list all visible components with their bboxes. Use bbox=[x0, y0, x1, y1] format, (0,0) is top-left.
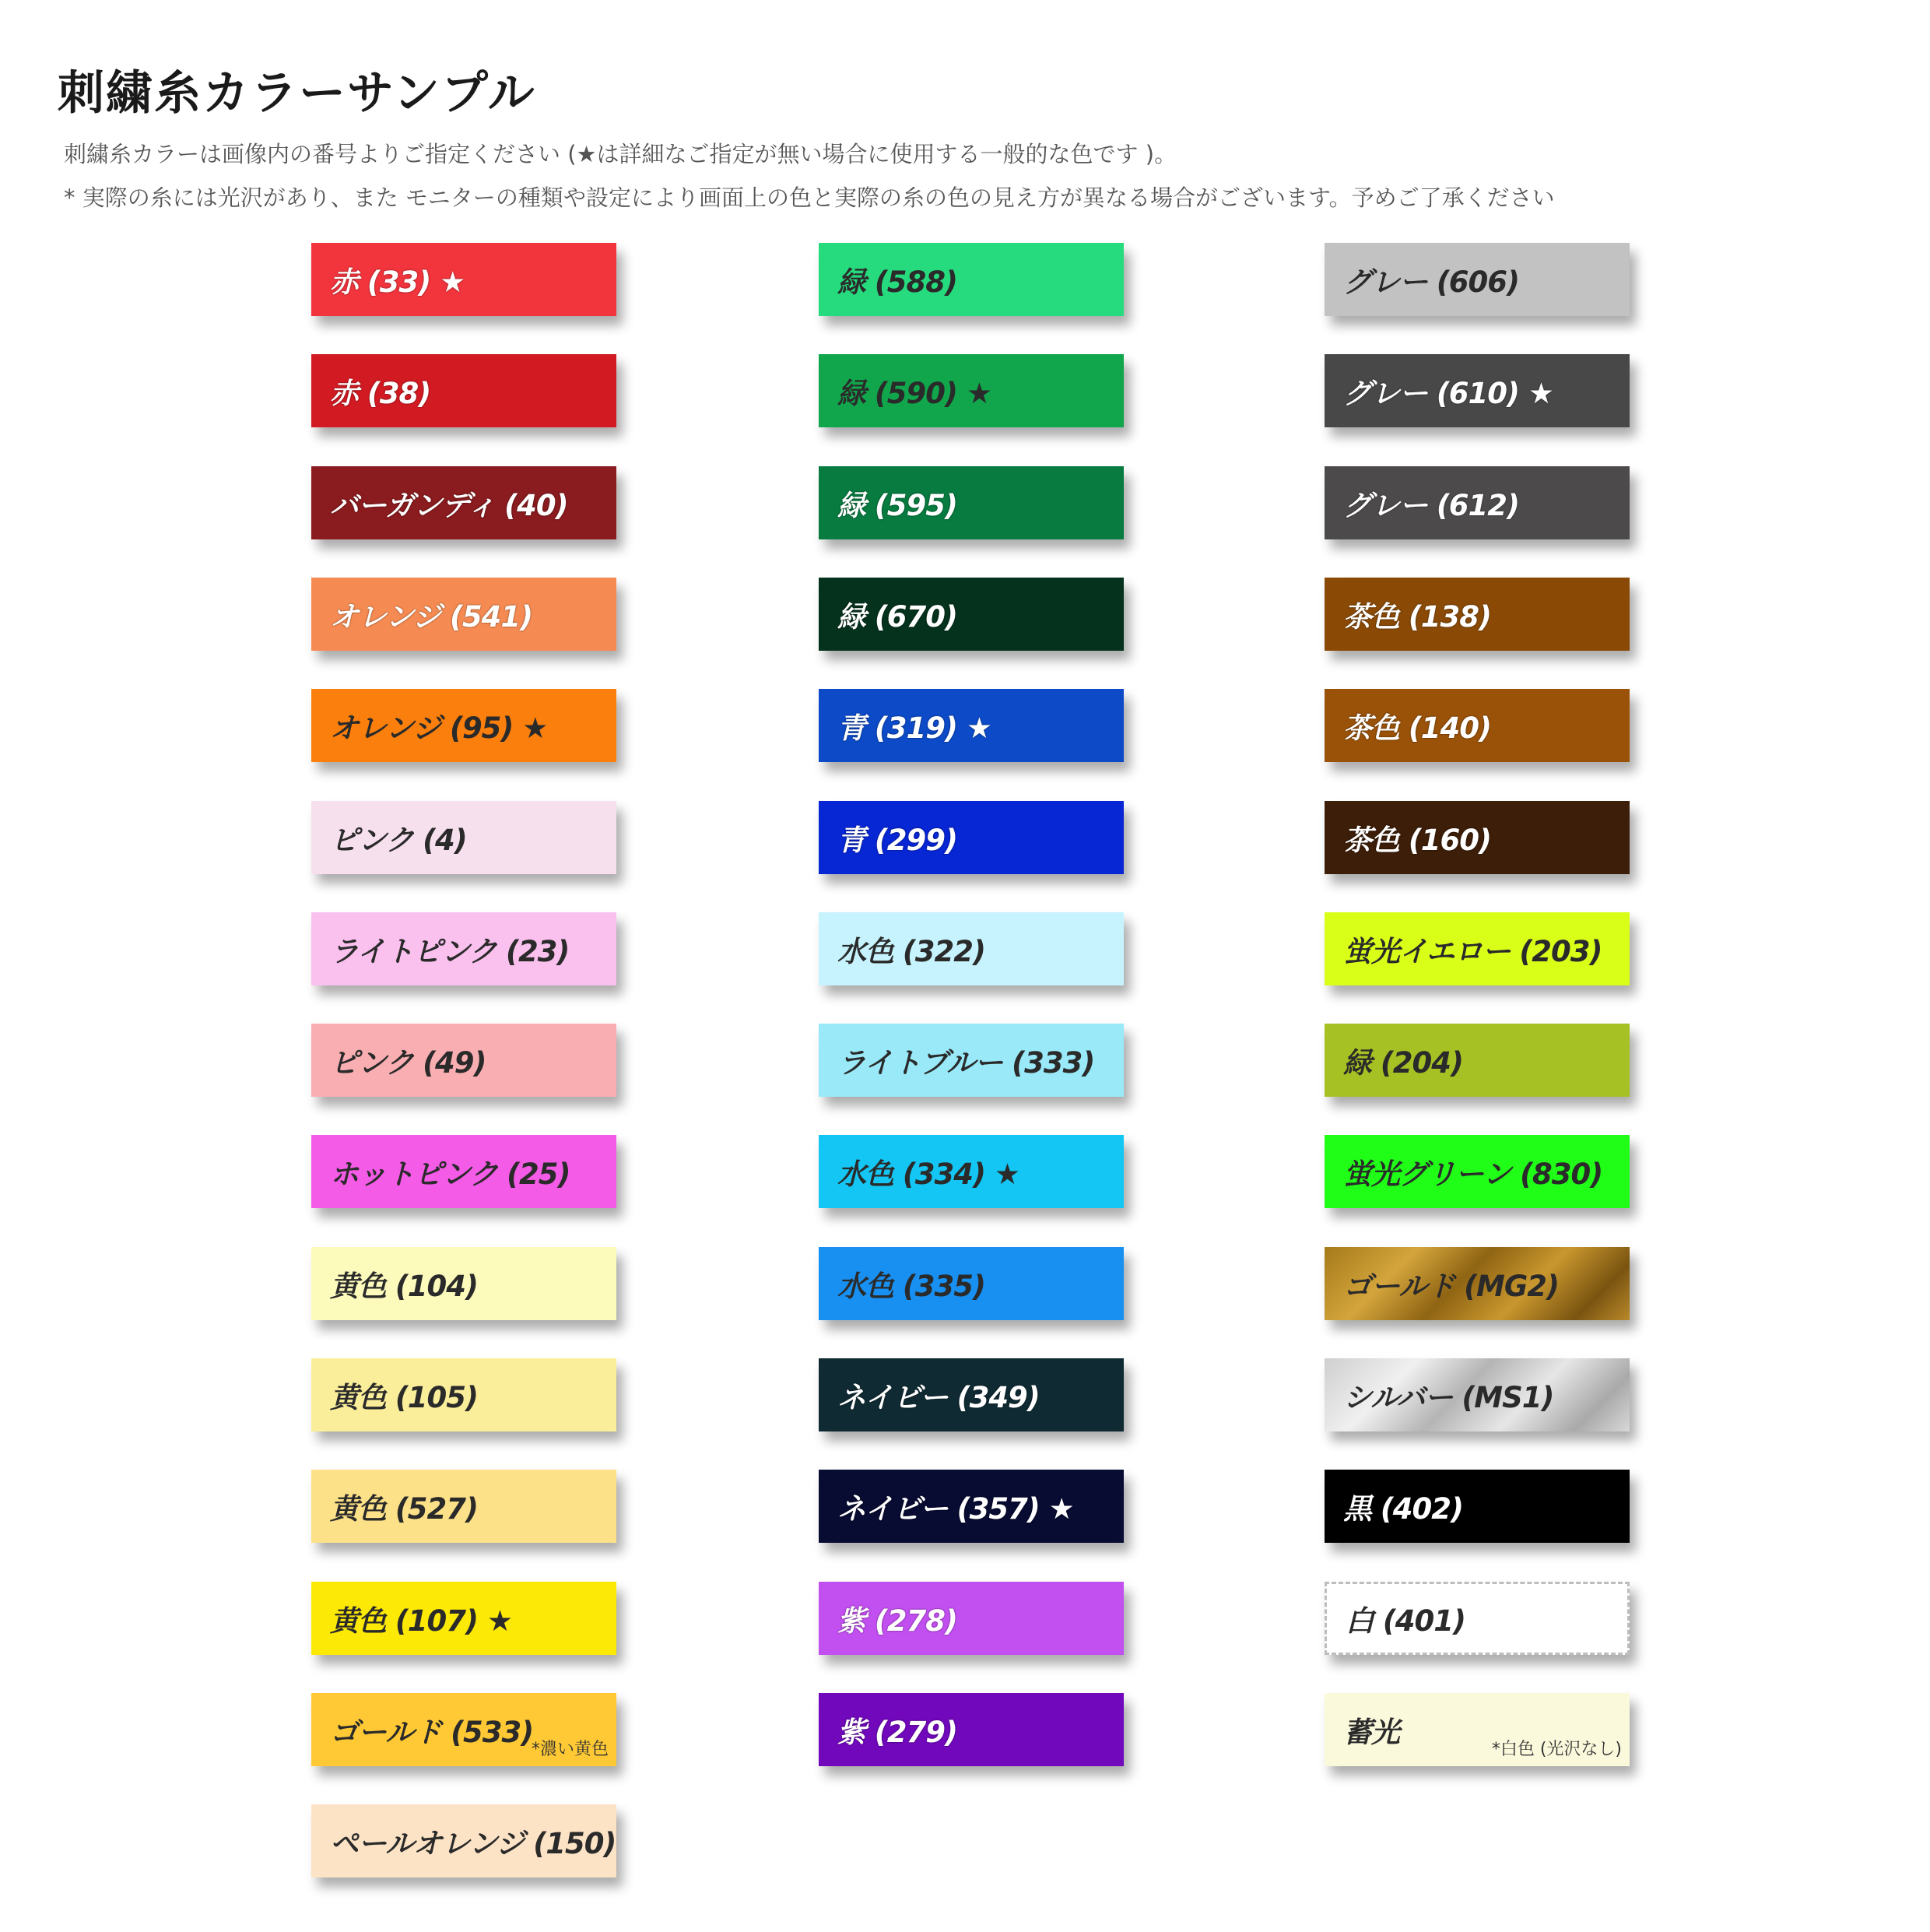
color-swatch bbox=[819, 1358, 1124, 1431]
color-swatch bbox=[1325, 1358, 1630, 1431]
swatch-label: 青 (319) ★ bbox=[837, 711, 991, 745]
swatch-label: 水色 (322) bbox=[837, 935, 985, 968]
swatch-label: 蓄光 bbox=[1343, 1716, 1399, 1749]
color-swatch bbox=[311, 912, 616, 985]
swatch-label: 赤 (38) bbox=[330, 377, 431, 410]
color-swatch bbox=[819, 1470, 1124, 1543]
swatch-label: ライトピンク (23) bbox=[330, 935, 570, 968]
swatch-label: 青 (299) bbox=[837, 824, 957, 857]
color-swatch bbox=[311, 1358, 616, 1431]
color-swatch bbox=[311, 1024, 616, 1097]
color-swatch bbox=[311, 1804, 616, 1878]
swatch-label: 茶色 (140) bbox=[1343, 711, 1491, 745]
color-swatch bbox=[819, 1247, 1124, 1320]
swatch-label: 黒 (402) bbox=[1343, 1492, 1463, 1526]
color-swatch bbox=[819, 912, 1124, 985]
swatch-label: 緑 (595) bbox=[837, 489, 957, 522]
swatch-label: ネイビー (357) ★ bbox=[837, 1492, 1074, 1526]
swatch-label: グレー (606) bbox=[1343, 265, 1519, 299]
swatch-label: 茶色 (138) bbox=[1343, 600, 1491, 634]
swatch-label: オレンジ (541) bbox=[330, 600, 533, 634]
color-swatch bbox=[1325, 801, 1630, 874]
color-swatch bbox=[819, 354, 1124, 427]
color-swatch bbox=[819, 578, 1124, 651]
color-swatch bbox=[311, 1470, 616, 1543]
swatch-label: シルバー (MS1) bbox=[1343, 1381, 1554, 1414]
color-swatch bbox=[1325, 1135, 1630, 1208]
swatch-label: ピンク (49) bbox=[330, 1046, 486, 1080]
color-swatch bbox=[1325, 1024, 1630, 1097]
swatch-label: 緑 (204) bbox=[1343, 1046, 1463, 1080]
swatch-label: ネイビー (349) bbox=[837, 1381, 1040, 1414]
swatch-label: 茶色 (160) bbox=[1343, 824, 1491, 857]
color-swatch bbox=[819, 466, 1124, 539]
swatch-label: ピンク (4) bbox=[330, 824, 467, 857]
color-swatch bbox=[1325, 912, 1630, 985]
color-swatch bbox=[819, 1582, 1124, 1655]
swatch-label: 白 (401) bbox=[1346, 1604, 1465, 1638]
swatch-label: 緑 (588) bbox=[837, 265, 957, 299]
swatch-label: ライトブルー (333) bbox=[837, 1046, 1095, 1080]
swatch-label: 水色 (335) bbox=[837, 1270, 985, 1303]
color-swatch bbox=[1325, 578, 1630, 651]
color-swatch bbox=[819, 243, 1124, 316]
color-swatch bbox=[819, 1135, 1124, 1208]
swatch-label: グレー (612) bbox=[1343, 489, 1519, 522]
swatch-label: ゴールド (533) bbox=[330, 1716, 534, 1749]
swatch-label: 水色 (334) ★ bbox=[837, 1157, 1019, 1191]
swatch-note: *白色 (光沢なし) bbox=[1491, 1740, 1622, 1759]
swatch-label: 緑 (670) bbox=[837, 600, 957, 634]
swatch-label: 黄色 (527) bbox=[330, 1492, 478, 1526]
swatch-label: 蛍光イエロー (203) bbox=[1343, 935, 1602, 968]
page-title: 刺繍糸カラーサンプル bbox=[58, 66, 536, 121]
page-note: * 実際の糸には光沢があり、また モニターの種類や設定により画面上の色と実際の糸の色の見え方が異なる場合がございます。予めご了承ください bbox=[64, 184, 1555, 211]
color-swatch bbox=[819, 1693, 1124, 1766]
color-swatch bbox=[1325, 689, 1630, 762]
color-swatch bbox=[1325, 354, 1630, 427]
swatch-label: 黄色 (105) bbox=[330, 1381, 478, 1414]
color-swatch bbox=[819, 801, 1124, 874]
swatch-label: 黄色 (104) bbox=[330, 1270, 478, 1303]
color-swatch bbox=[311, 801, 616, 874]
swatch-label: 黄色 (107) ★ bbox=[330, 1604, 512, 1638]
color-swatch bbox=[311, 1135, 616, 1208]
color-swatch bbox=[311, 1582, 616, 1655]
swatch-label: 蛍光グリーン (830) bbox=[1343, 1157, 1603, 1191]
color-swatch bbox=[311, 466, 616, 539]
swatch-note: *濃い黄色 bbox=[531, 1740, 609, 1759]
color-swatch bbox=[1325, 1693, 1630, 1766]
swatch-label: 紫 (278) bbox=[837, 1604, 957, 1638]
swatch-label: ゴールド (MG2) bbox=[1343, 1270, 1559, 1303]
color-swatch bbox=[1325, 1247, 1630, 1320]
color-swatch bbox=[1325, 1582, 1630, 1655]
swatch-label: ホットピンク (25) bbox=[330, 1157, 570, 1191]
swatch-label: グレー (610) ★ bbox=[1343, 377, 1553, 410]
color-swatch bbox=[311, 578, 616, 651]
swatch-label: 緑 (590) ★ bbox=[837, 377, 991, 410]
color-swatch bbox=[819, 1024, 1124, 1097]
color-swatch bbox=[311, 689, 616, 762]
swatch-label: バーガンディ (40) bbox=[330, 489, 568, 522]
color-swatch bbox=[311, 1693, 616, 1766]
color-swatch bbox=[1325, 243, 1630, 316]
color-swatch bbox=[311, 354, 616, 427]
page-subtitle: 刺繍糸カラーは画像内の番号よりご指定ください (★は詳細なご指定が無い場合に使用する一般的な色です )。 bbox=[64, 141, 1177, 167]
swatch-label: 紫 (279) bbox=[837, 1716, 957, 1749]
color-swatch bbox=[1325, 1470, 1630, 1543]
color-swatch bbox=[819, 689, 1124, 762]
color-swatch bbox=[311, 1247, 616, 1320]
swatch-label: オレンジ (95) ★ bbox=[330, 711, 548, 745]
swatch-label: ペールオレンジ (150) bbox=[330, 1827, 616, 1860]
color-swatch bbox=[1325, 466, 1630, 539]
color-swatch bbox=[311, 243, 616, 316]
swatch-label: 赤 (33) ★ bbox=[330, 265, 465, 299]
